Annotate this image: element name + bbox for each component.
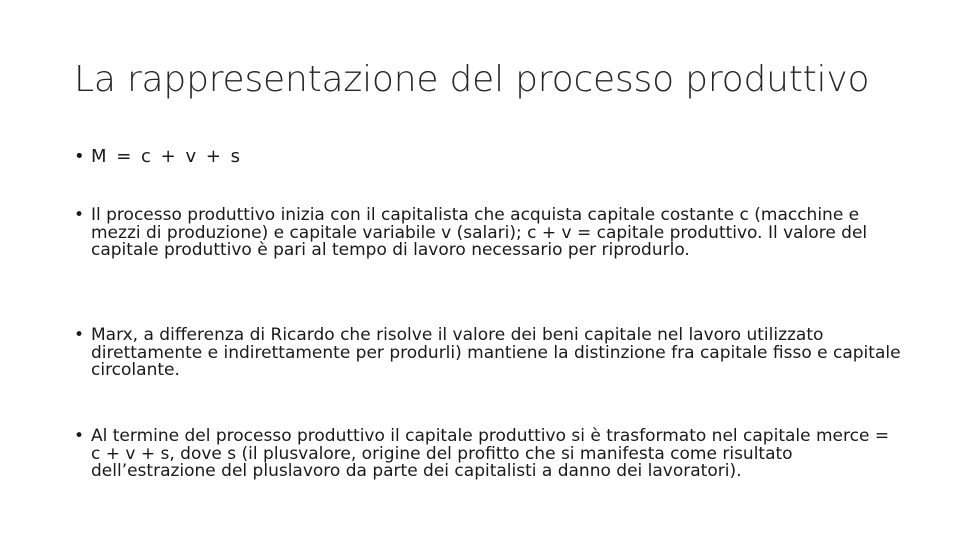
bullet-item-termine (74, 428, 891, 481)
bullet-text: Il processo produttivo inizia con il capitalista che acquista capitale costante c (macchine e mezzi di produzione) e capitale variabile v (salari); c + v = capitale produttivo. Il valore del capitale produttivo è pari al tempo di lavoro necessario per riprodurlo. (91, 205, 868, 260)
slide-title: La rappresentazione del processo produttivo (74, 59, 870, 100)
bullet-text: M = c + v + s (91, 146, 243, 167)
bullet-marker: • (74, 426, 85, 446)
bullet-item-formula (74, 148, 891, 166)
bullet-item-marx (74, 327, 911, 380)
bullet-marker: • (74, 325, 85, 345)
bullet-marker: • (74, 146, 87, 167)
bullet-marker: • (74, 205, 85, 225)
bullet-item-processo (74, 207, 891, 260)
bullet-text: Marx, a differenza di Ricardo che risolve il valore dei beni capitale nel lavoro utilizzato direttamente e indirettamente per produrli) mantiene la distinzione fra capitale fisso e capitale circolante. (91, 325, 901, 380)
bullet-text: Al termine del processo produttivo il capitale produttivo si è trasformato nel capitale merce = c + v + s, dove s (il plusvalore, origine del profitto che si manifesta come risultato dell’estrazione del pluslavoro da parte dei capitalisti a danno dei lavoratori). (91, 426, 890, 481)
